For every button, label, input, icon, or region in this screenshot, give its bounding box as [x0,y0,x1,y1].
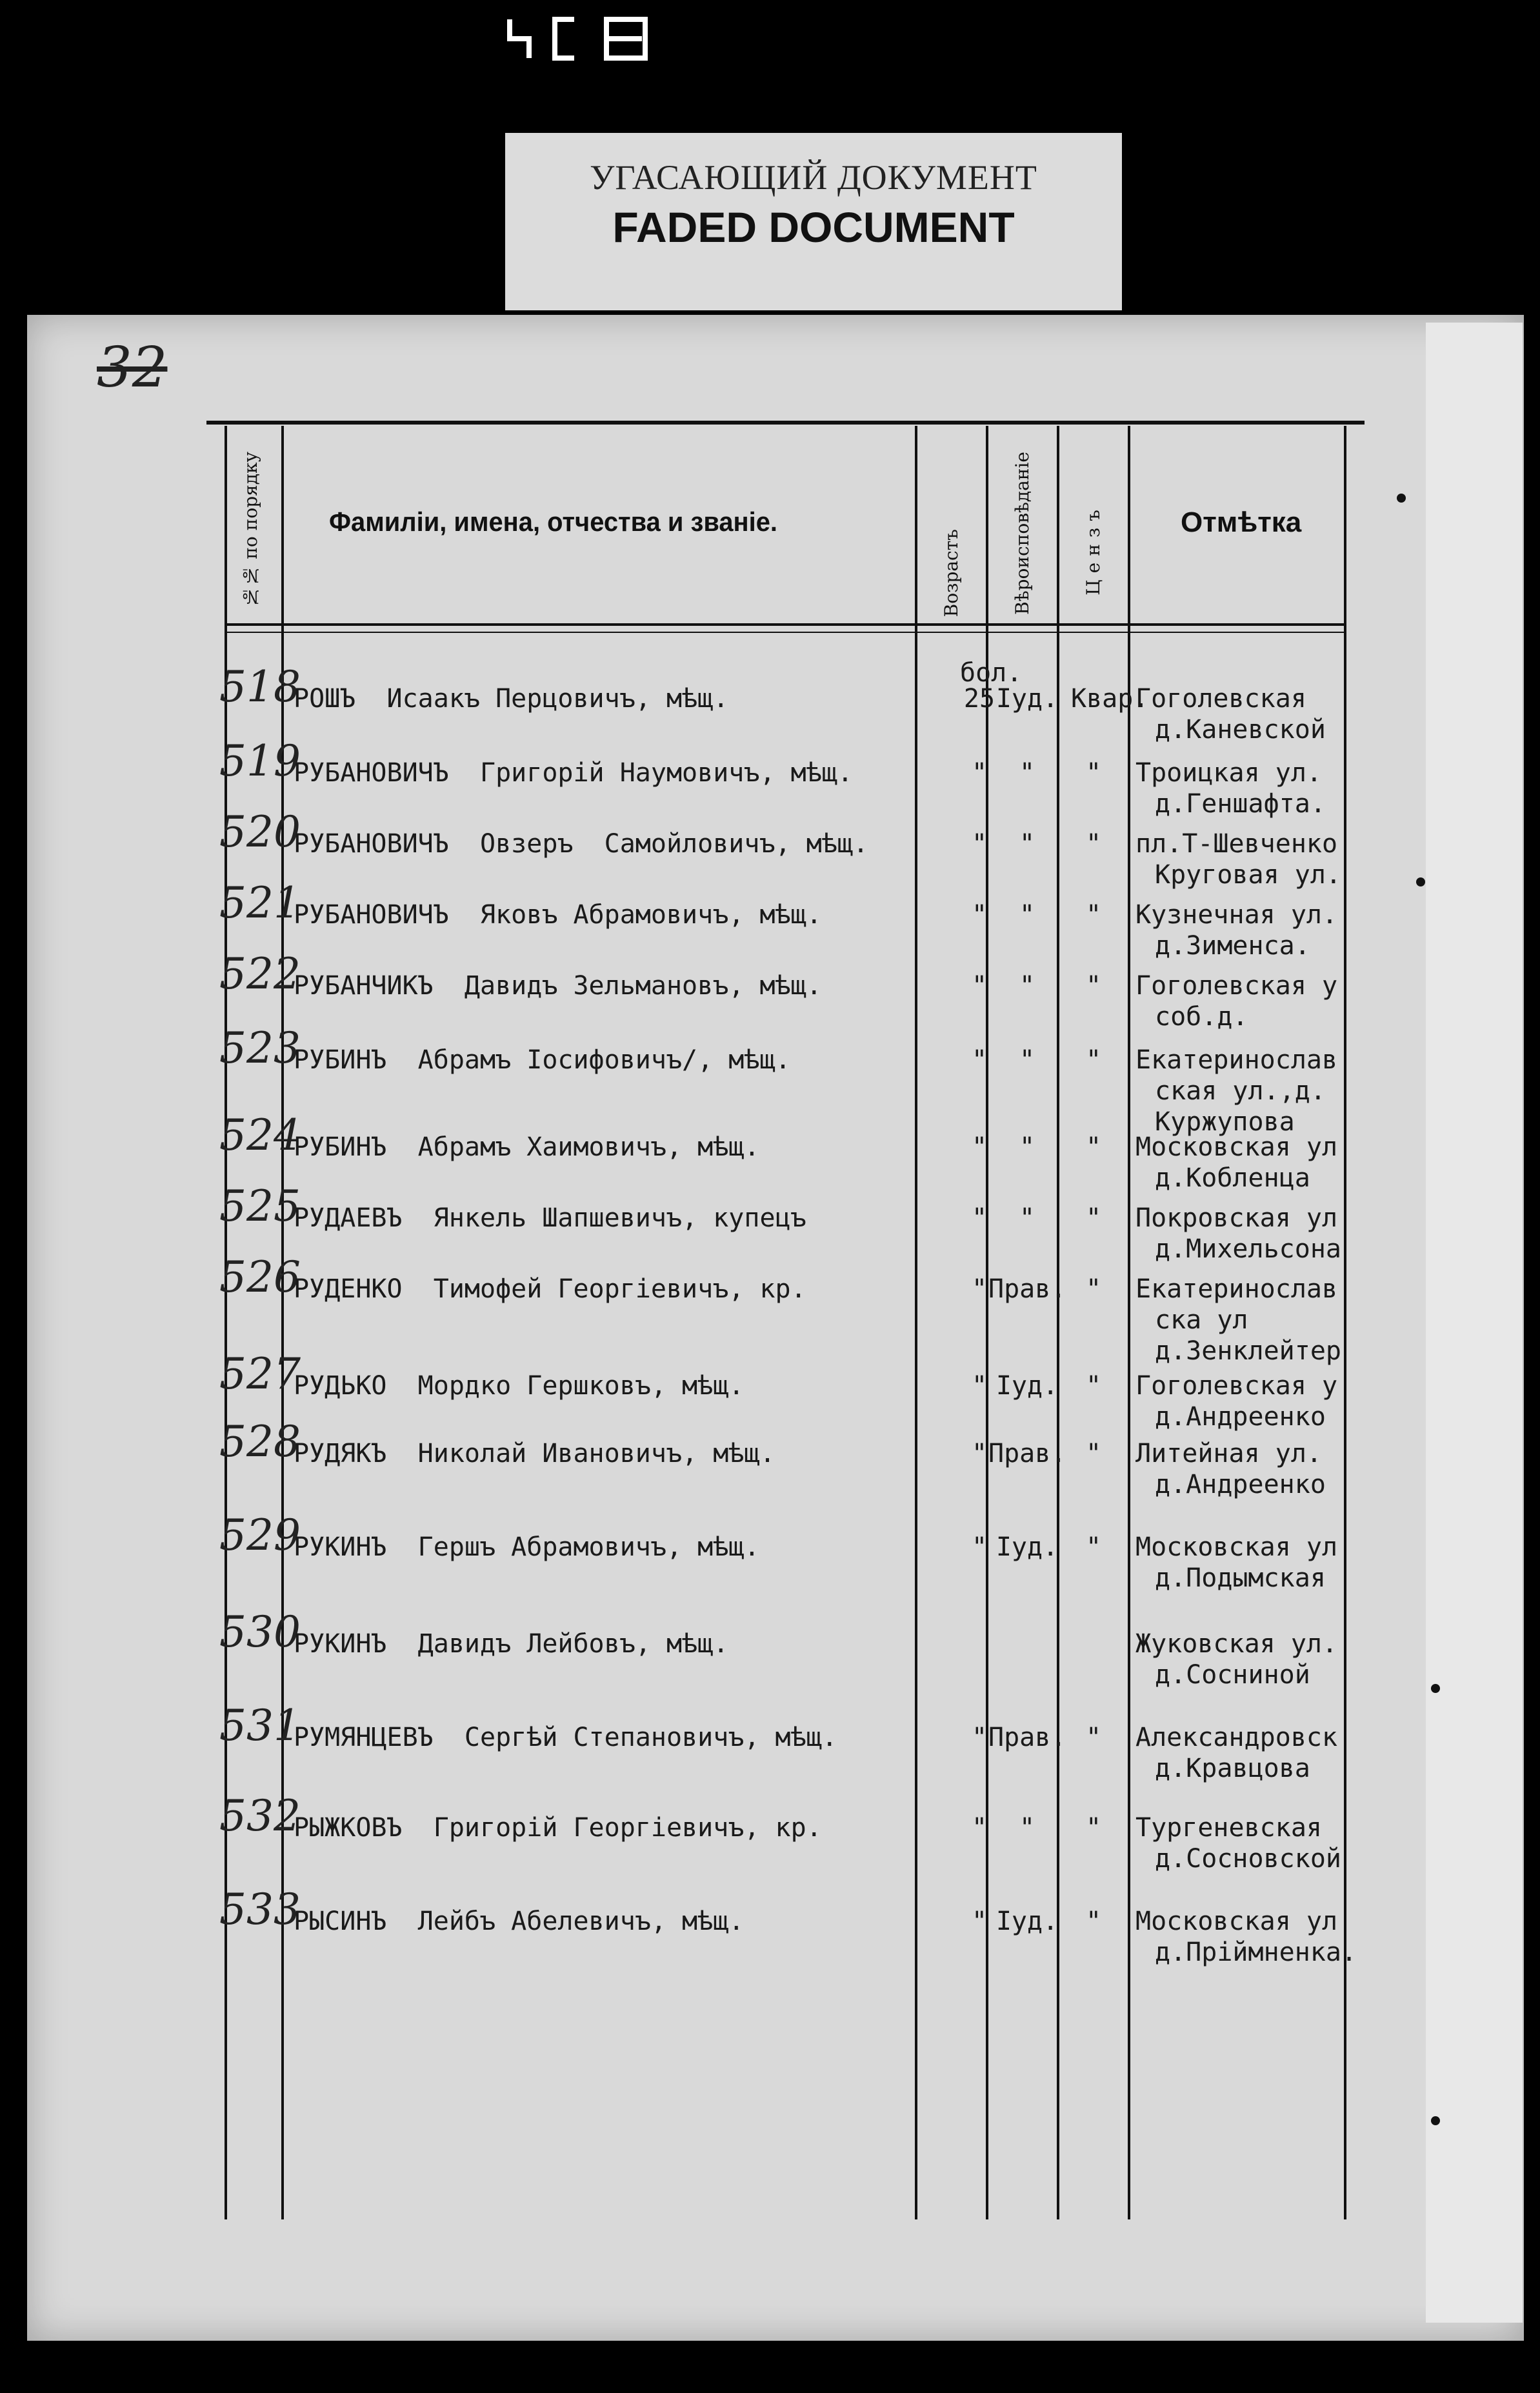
row-age: " [971,758,988,788]
row-name: РУДЯКЪ Николай Ивановичъ, мѣщ. [294,1439,775,1468]
row-name: РУДАЕВЪ Янкель Шапшевичъ, купецъ [294,1203,806,1233]
row-age: 25 [963,684,995,714]
row-name: РУДЕНКО Тимофей Георгіевичъ, кр. [294,1274,806,1304]
row-census: " [1085,900,1102,930]
row-age-note: бол. [960,658,1023,688]
row-census: " [1085,1723,1102,1752]
row-name: РЫЖКОВЪ Григорій Георгіевичъ, кр. [294,1813,822,1843]
row-census: " [1085,1274,1102,1304]
row-age: " [971,1907,988,1936]
header-census: Цензъ [1083,503,1104,596]
row-name: РУКИНЪ Давидъ Лейбовъ, мѣщ. [294,1629,729,1659]
row-address-line: Гоголевская у [1135,1371,1338,1401]
row-age: " [971,1813,988,1843]
row-number: 525 [219,1181,301,1231]
label-russian: УГАСАЮЩИЙ ДОКУМЕНТ [590,158,1037,197]
row-address-line: Александровск [1135,1723,1338,1752]
row-number: 528 [219,1417,301,1467]
row-number: 520 [219,807,301,857]
row-religion: Iуд. [995,684,1059,714]
row-address-line: Тургеневская [1135,1813,1322,1843]
row-address-line: Круговая ул. [1155,860,1341,890]
row-address-line: пл.Т-Шевченко [1135,829,1338,859]
row-number: 523 [219,1023,301,1073]
row-number: 533 [219,1885,301,1934]
row-address-line: Жуковская ул. [1135,1629,1338,1659]
row-census: " [1085,1439,1102,1468]
row-number: 522 [219,949,301,999]
row-name: РУБАНОВИЧЪ Овзеръ Самойловичъ, мѣщ. [294,829,869,859]
row-number: 527 [219,1349,301,1399]
row-address-line: Екатеринослав [1135,1274,1338,1304]
row-address-line: ска ул [1155,1305,1248,1335]
header-name: Фамиліи, имена, отчества и званіе. [329,506,777,537]
row-name: РОШЪ Исаакъ Перцовичъ, мѣщ. [294,684,729,714]
row-religion: " [1019,1045,1035,1075]
row-address-line: д.Сосновской [1155,1844,1341,1874]
row-religion: " [1019,1203,1035,1233]
row-address-line: д.Зименса. [1155,931,1310,961]
row-address-line: д.Геншафта. [1155,789,1326,819]
row-census: Квар. [1071,684,1149,714]
row-age: " [971,1132,988,1162]
row-number: 518 [219,662,301,712]
label-english: FADED DOCUMENT [612,203,1015,251]
row-address-line: Литейная ул. [1135,1439,1322,1468]
row-age: " [971,1439,988,1468]
row-census: " [1085,1045,1102,1075]
row-name: РЫСИНЪ Лейбъ Абелевичъ, мѣщ. [294,1907,745,1936]
row-address-line: д.Андреенко [1155,1402,1326,1432]
binding-hole [1416,877,1425,886]
row-address-line: д.Сосниной [1155,1660,1310,1690]
row-address-line: ская ул.,д. [1155,1076,1326,1106]
row-age: " [971,900,988,930]
row-age: " [971,1723,988,1752]
row-address-line: Покровская ул [1135,1203,1338,1233]
row-number: 531 [219,1701,301,1750]
row-census: " [1085,1203,1102,1233]
binding-hole [1397,494,1406,503]
page-number: 32 [97,335,168,400]
header-note: Отмѣтка [1181,506,1302,538]
row-name: РУМЯНЦЕВЪ Сергѣй Степановичъ, мѣщ. [294,1723,837,1752]
row-religion: " [1019,758,1035,788]
row-number: 524 [219,1110,301,1160]
row-address-line: Кузнечная ул. [1135,900,1338,930]
row-address-line: Куржупова [1155,1107,1295,1137]
row-religion: Iуд. [995,1532,1059,1562]
row-name: РУБАНЧИКЪ Давидъ Зельмановъ, мѣщ. [294,971,822,1001]
row-census: " [1085,829,1102,859]
row-number: 532 [219,1791,301,1841]
row-religion: Iуд. [995,1907,1059,1936]
row-census: " [1085,758,1102,788]
row-religion: " [1019,1132,1035,1162]
row-age: " [971,829,988,859]
row-name: РУБАНОВИЧЪ Григорій Наумовичъ, мѣщ. [294,758,853,788]
document-page [27,315,1524,2341]
row-religion: Прав. [988,1439,1066,1468]
header-number: №№ по порядку [240,452,261,608]
row-religion: Прав. [988,1274,1066,1304]
row-age: " [971,1203,988,1233]
row-religion: Прав. [988,1723,1066,1752]
row-address-line: д.Кобленца [1155,1163,1310,1193]
row-address-line: Троицкая ул. [1135,758,1322,788]
row-name: РУДЬКО Мордко Гершковъ, мѣщ. [294,1371,745,1401]
row-number: 521 [219,878,301,928]
row-religion: Iуд. [995,1371,1059,1401]
header-religion: Вѣроисповѣданіе [1012,452,1033,615]
row-address-line: д.Каневской [1155,715,1326,745]
row-address-line: д.Пріймненка. [1155,1937,1357,1967]
row-name: РУКИНЪ Гершъ Абрамовичъ, мѣщ. [294,1532,760,1562]
row-census: " [1085,1132,1102,1162]
row-address-line: д.Подымская [1155,1563,1326,1593]
row-address-line: Московская ул [1135,1532,1338,1562]
header-age: Возрастъ [941,529,962,617]
row-number: 519 [219,736,301,786]
row-age: " [971,1371,988,1401]
row-census: " [1085,1813,1102,1843]
row-census: " [1085,1371,1102,1401]
row-census: " [1085,1532,1102,1562]
row-religion: " [1019,1813,1035,1843]
row-address-line: д.Кравцова [1155,1754,1310,1783]
row-age: " [971,1274,988,1304]
row-religion: " [1019,900,1035,930]
row-address-line: Екатеринослав [1135,1045,1338,1075]
row-census: " [1085,1907,1102,1936]
row-age: " [971,971,988,1001]
row-religion: " [1019,829,1035,859]
row-address-line: Гоголевская у [1135,971,1338,1001]
row-address-line: д.Михельсона [1155,1234,1341,1264]
row-age: " [971,1532,988,1562]
row-address-line: д.Зенклейтер [1155,1336,1341,1366]
row-number: 529 [219,1510,301,1560]
faded-document-label [505,133,1122,310]
row-address-line: Московская ул [1135,1907,1338,1936]
page-edge [1426,323,1523,2323]
binding-hole [1431,1684,1440,1693]
row-age: " [971,1045,988,1075]
row-address-line: Гоголевская [1135,684,1306,714]
row-address-line: д.Андреенко [1155,1470,1326,1499]
row-number: 530 [219,1607,301,1657]
binding-hole [1431,2116,1440,2125]
row-number: 526 [219,1252,301,1302]
row-name: РУБИНЪ Абрамъ Іосифовичъ/, мѣщ. [294,1045,791,1075]
row-address-line: Московская ул [1135,1132,1338,1162]
row-name: РУБИНЪ Абрамъ Хаимовичъ, мѣщ. [294,1132,760,1162]
archive-mark [503,13,677,65]
row-name: РУБАНОВИЧЪ Яковъ Абрамовичъ, мѣщ. [294,900,822,930]
row-address-line: соб.д. [1155,1002,1248,1032]
row-census: " [1085,971,1102,1001]
row-religion: " [1019,971,1035,1001]
